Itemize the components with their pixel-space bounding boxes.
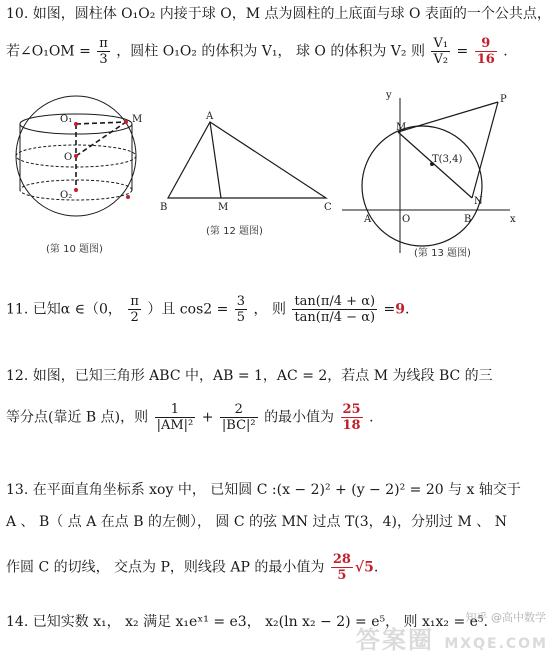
- figure-13-circle-tangents: [336, 88, 550, 263]
- problem-10-volume-text: ，圆柱 O₁O₂ 的体积为 V₁， 球 O 的体积为 V₂ 则: [116, 43, 425, 60]
- source-watermark: 知乎 @高中数学: [465, 611, 546, 624]
- circle-c: [362, 126, 482, 246]
- label-o1: O₁: [60, 114, 73, 125]
- figure-12-triangle: [158, 110, 338, 240]
- fraction-denominator: 2: [130, 310, 139, 325]
- problem-12-line-1: [6, 368, 493, 385]
- figure-10-caption: (第 10 题图): [46, 244, 103, 255]
- period: .: [405, 301, 410, 318]
- problem-13-line-1: [6, 482, 521, 499]
- fraction-denominator: V₂: [433, 52, 449, 67]
- problem-12-text-a: 等分点(靠近 B 点)，则: [6, 409, 149, 426]
- figure-13-caption: (第 13 题图): [414, 248, 471, 259]
- watermark-sub: MXQE.COM: [444, 636, 548, 652]
- fraction-denominator: |AM|²: [156, 418, 194, 433]
- problem-13-line-3: [6, 552, 378, 583]
- site-watermark: [356, 620, 548, 655]
- chord-mn: [398, 132, 472, 198]
- problem-10-line-2: [6, 36, 508, 67]
- label-b: B: [160, 202, 168, 213]
- fraction-denominator: 3: [99, 52, 108, 67]
- three-fifths-fraction: [235, 294, 247, 325]
- fraction-numerator: π: [99, 36, 108, 51]
- label-o: O: [64, 152, 73, 163]
- problem-12-line-2: [6, 402, 374, 433]
- label-b: B: [464, 214, 472, 225]
- period: .: [369, 409, 374, 426]
- equals-sign: =: [383, 301, 396, 318]
- problem-10-text: 10. 如图，圆柱体 O₁O₂ 内接于球 O，M 点为圆柱的上底面与球 O 表面的一个公共点，: [6, 6, 551, 22]
- label-m: M: [218, 202, 229, 213]
- fraction-denominator: |BC|²: [221, 418, 256, 433]
- fraction-numerator: 3: [236, 294, 246, 309]
- answer-denominator: 18: [342, 418, 361, 433]
- fraction-numerator: tan(π/4 + α): [294, 294, 376, 309]
- answer-numerator: 9: [475, 36, 497, 52]
- problem-13-text-3: 作圆 C 的切线， 交点为 P，则线段 AP 的最小值为: [6, 559, 325, 576]
- figure-10-sphere-cylinder: [4, 92, 154, 264]
- label-a: A: [364, 214, 372, 225]
- tan-ratio-fraction: [292, 294, 377, 325]
- equals-sign: =: [456, 43, 469, 60]
- tangent-at-m: [398, 102, 498, 132]
- problem-11-text-c: ， 则: [253, 301, 286, 318]
- problem-12-text: 12. 如图，已知三角形 ABC 中，AB = 1，AC = 2，若点 M 为线段 BC 的三: [6, 368, 493, 384]
- problem-13-answer: [331, 552, 353, 583]
- period: .: [373, 559, 379, 576]
- plus-sign: +: [201, 409, 214, 426]
- fraction-denominator: 5: [236, 310, 246, 325]
- fraction-denominator: tan(π/4 − α): [294, 310, 376, 325]
- problem-10-angle-text: 若∠O₁OM =: [6, 43, 91, 60]
- label-m: M: [132, 114, 143, 125]
- problem-12-text-b: 的最小值为: [264, 409, 335, 426]
- label-n: N: [474, 196, 483, 207]
- answer-denominator: 16: [476, 52, 495, 67]
- period: .: [503, 43, 508, 60]
- watermark-main: 答案圈: [356, 626, 435, 654]
- label-a: A: [206, 111, 214, 122]
- problem-14-text: 14. 已知实数 x₁， x₂ 满足 x₁eˣ¹ = e3， x₂(ln x₂ − 2) = e⁵， 则 x₁x₂ = e⁵.: [6, 614, 488, 630]
- label-c: C: [324, 202, 332, 213]
- answer-numerator: 25: [342, 402, 361, 417]
- fraction-numerator: π: [130, 294, 139, 309]
- fraction-numerator: 2: [220, 402, 258, 418]
- segment-am: [210, 122, 221, 198]
- problem-11-text-a: 11. 已知α ∈（0，: [6, 301, 122, 318]
- problem-11-text-b: ）且 cos2 =: [147, 301, 229, 318]
- answer-numerator: 28: [332, 552, 351, 567]
- problem-13-line-2: [6, 514, 507, 531]
- label-m: M: [396, 122, 407, 133]
- problem-10-answer: [475, 36, 497, 67]
- pi-over-3-fraction: [97, 36, 110, 67]
- pi-over-2-fraction: [128, 294, 141, 325]
- tangent-at-n: [472, 102, 498, 198]
- figure-12-caption: (第 12 题图): [206, 226, 263, 237]
- problem-12-answer: [341, 402, 363, 433]
- answer-denominator: 5: [337, 568, 347, 583]
- problem-10-line-1: [6, 6, 551, 23]
- triangle-abc: [168, 122, 326, 198]
- label-o2: O₂: [60, 190, 73, 201]
- problem-13-text-2: A 、 B（ 点 A 在点 B 的左侧）， 圆 C 的弦 MN 过点 T(3，4)，分别过 M 、 N: [6, 514, 507, 530]
- label-o: O: [402, 214, 411, 225]
- label-p: P: [500, 94, 507, 105]
- fraction-numerator: 1: [155, 402, 196, 418]
- fraction-numerator: V₁: [433, 36, 449, 51]
- problem-11-answer: 9: [395, 301, 405, 318]
- problem-11-line: [6, 294, 409, 325]
- answer-sqrt: √5: [354, 559, 374, 576]
- label-x: x: [510, 214, 516, 225]
- problem-13-text-1: 13. 在平面直角坐标系 xoy 中， 已知圆 C :(x − 2)² + (y − 2)² = 20 与 x 轴交于: [6, 482, 521, 498]
- v1-over-v2-fraction: [431, 36, 450, 67]
- label-y: y: [386, 90, 392, 101]
- one-over-am-fraction: [155, 402, 196, 433]
- label-t: T(3,4): [432, 154, 463, 165]
- two-over-bc-fraction: [220, 402, 258, 433]
